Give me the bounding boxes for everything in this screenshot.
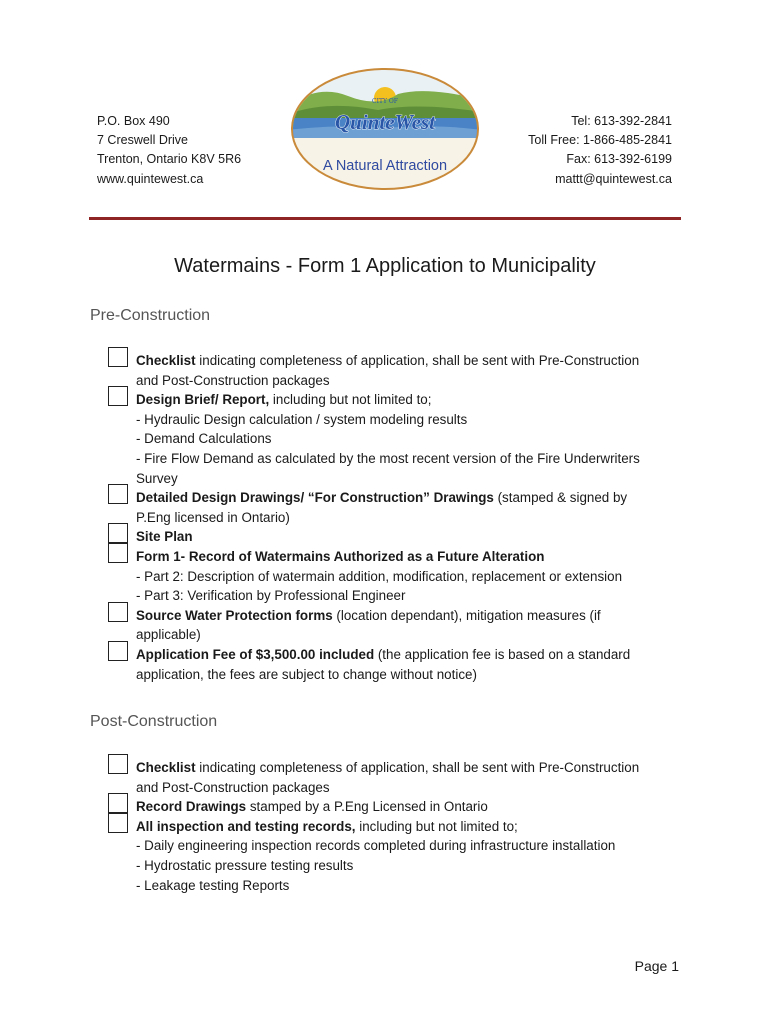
post-construction-checklist	[136, 758, 676, 895]
checkbox[interactable]	[108, 386, 128, 406]
checklist-item: Record Drawings stamped by a P.Eng Licensed in Ontario	[136, 797, 676, 817]
checklist-item: Checklist indicating completeness of application, shall be sent with Pre-Construction and Post-Construction packages	[136, 351, 676, 390]
fax-number: Fax: 613-392-6199	[566, 152, 672, 167]
svg-text:A Natural Attraction: A Natural Attraction	[322, 158, 448, 174]
checklist-item: Site Plan	[136, 527, 676, 547]
svg-text:CITY OF: CITY OF	[372, 98, 398, 105]
checkbox[interactable]	[108, 484, 128, 504]
address-line: 7 Creswell Drive	[97, 133, 188, 148]
website-link[interactable]: www.quintewest.ca	[97, 171, 204, 186]
quinte-west-logo	[288, 66, 482, 192]
checkbox[interactable]	[108, 543, 128, 563]
checkbox[interactable]	[108, 641, 128, 661]
pre-construction-heading: Pre-Construction	[90, 307, 211, 324]
checkbox[interactable]	[108, 523, 128, 543]
document-title: Watermains - Form 1 Application to Municipality	[174, 255, 596, 277]
email-link[interactable]: mattt@quintewest.ca	[555, 171, 672, 186]
checkbox[interactable]	[108, 347, 128, 367]
checkbox[interactable]	[108, 754, 128, 774]
phone-number: Tel: 613-392-2841	[571, 114, 672, 128]
checklist-item: Detailed Design Drawings/ “For Construction” Drawings (stamped & signed by P.Eng licensed in Ontario)	[136, 488, 676, 527]
checklist-item: Checklist indicating completeness of application, shall be sent with Pre-Construction and Post-Construction packages	[136, 758, 676, 797]
checklist-item: Form 1- Record of Watermains Authorized as a Future Alteration - Part 2: Description of watermain addition, modification, replacement or extension - Part 3: Verification by Professional Engineer	[136, 547, 676, 606]
address-line: Trenton, Ontario K8V 5R6	[97, 152, 242, 167]
checklist-item: Application Fee of $3,500.00 included (the application fee is based on a standard application, the fees are subject to change without notice)	[136, 645, 676, 684]
svg-text:QuinteWest: QuinteWest	[335, 110, 435, 134]
checklist-item: Design Brief/ Report, including but not limited to; - Hydraulic Design calculation / system modeling results - Demand Calculations - Fire Flow Demand as calculated by the most recent version of the Fire Underwriters Survey	[136, 390, 676, 488]
checklist-item: All inspection and testing records, including but not limited to; - Daily engineering inspection records completed during infrastructure installation - Hydrostatic pressure testing results - Leakage testing Reports	[136, 817, 676, 895]
toll-free-number: Toll Free: 1-866-485-2841	[528, 133, 672, 148]
contact-info	[528, 112, 672, 189]
header-divider	[89, 217, 681, 220]
page-number: Page 1	[634, 958, 679, 974]
checkbox[interactable]	[108, 813, 128, 833]
post-construction-heading: Post-Construction	[90, 713, 218, 730]
mailing-address	[97, 112, 241, 189]
logo-emblem	[288, 66, 482, 192]
address-line: P.O. Box 490	[97, 114, 170, 128]
checklist-item: Source Water Protection forms (location dependant), mitigation measures (if applicable)	[136, 606, 676, 645]
checkbox[interactable]	[108, 602, 128, 622]
pre-construction-checklist	[136, 351, 676, 684]
checkbox[interactable]	[108, 793, 128, 813]
